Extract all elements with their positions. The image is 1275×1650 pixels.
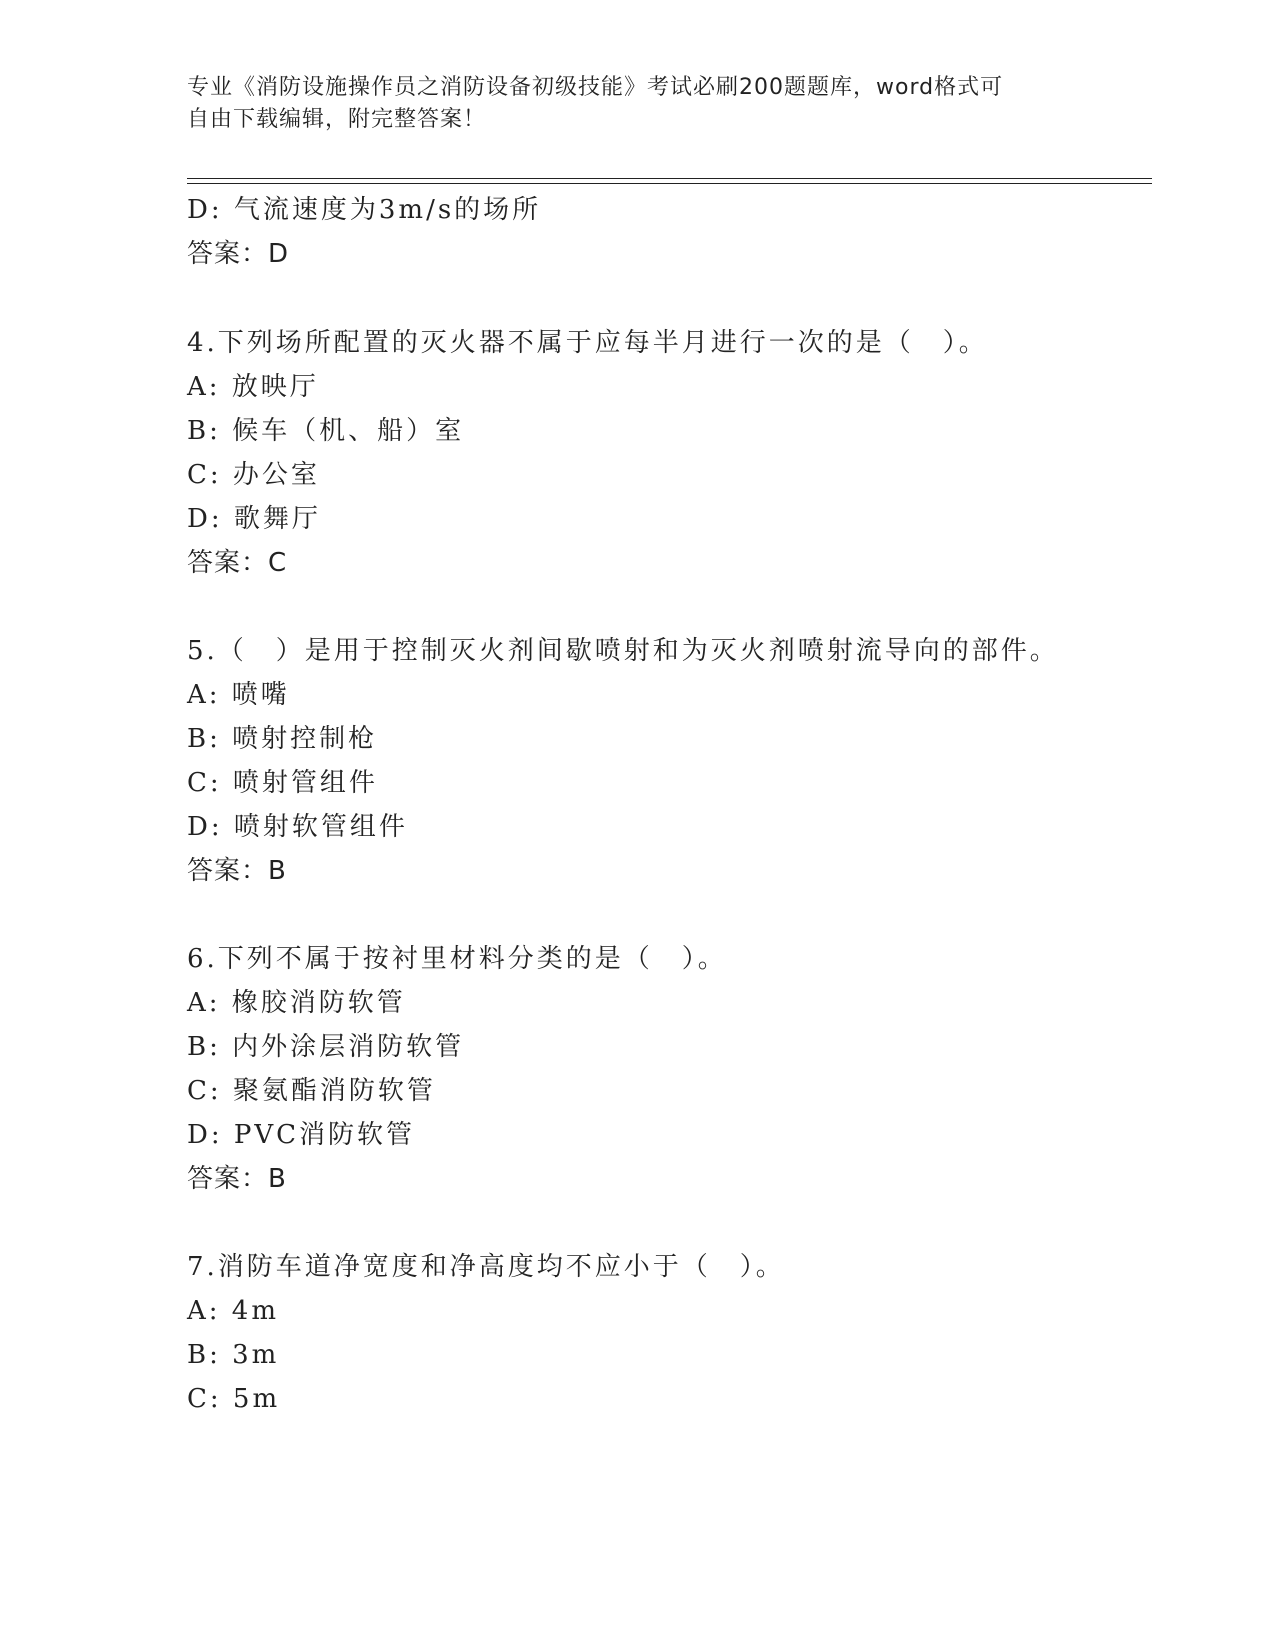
option-c: C: 聚氨酯消防软管: [187, 1076, 436, 1106]
question-stem: 4.下列场所配置的灭火器不属于应每半月进行一次的是（ ）。: [187, 328, 988, 358]
option-b: B: 喷射控制枪: [187, 724, 378, 754]
option-a: A: 喷嘴: [187, 680, 290, 710]
document-header: [187, 72, 1087, 136]
header-divider-bottom: [187, 183, 1152, 184]
answer: 答案：B: [187, 856, 287, 886]
option-a: A: 4m: [187, 1296, 279, 1326]
option-b: B: 内外涂层消防软管: [187, 1032, 465, 1062]
option-a: A: 橡胶消防软管: [187, 988, 406, 1018]
header-line-2: 自由下载编辑，附完整答案！: [187, 107, 487, 132]
question-stem: 6.下列不属于按衬里材料分类的是（ ）。: [187, 944, 727, 974]
question-stem: 7.消防车道净宽度和净高度均不应小于（ ）。: [187, 1252, 785, 1282]
answer: 答案：C: [187, 548, 288, 578]
header-divider-top: [187, 178, 1152, 179]
option-b: B: 3m: [187, 1340, 280, 1370]
option-d: D: PVC消防软管: [187, 1120, 416, 1150]
option-c: C: 5m: [187, 1384, 281, 1414]
answer: 答案：B: [187, 1164, 287, 1194]
option-c: C: 办公室: [187, 460, 320, 490]
option-d: D: 喷射软管组件: [187, 812, 408, 842]
header-line-1: 专业《消防设施操作员之消防设备初级技能》考试必刷200题题库，word格式可: [187, 75, 1004, 100]
option-d: D: 歌舞厅: [187, 504, 321, 534]
option-c: C: 喷射管组件: [187, 768, 378, 798]
option-d: D: 气流速度为3m/s的场所: [187, 195, 542, 225]
option-b: B: 候车（机、船）室: [187, 416, 465, 446]
answer: 答案：D: [187, 239, 290, 269]
option-a: A: 放映厅: [187, 372, 319, 402]
question-stem: 5.（ ）是用于控制灭火剂间歇喷射和为灭火剂喷射流导向的部件。: [187, 636, 1059, 666]
